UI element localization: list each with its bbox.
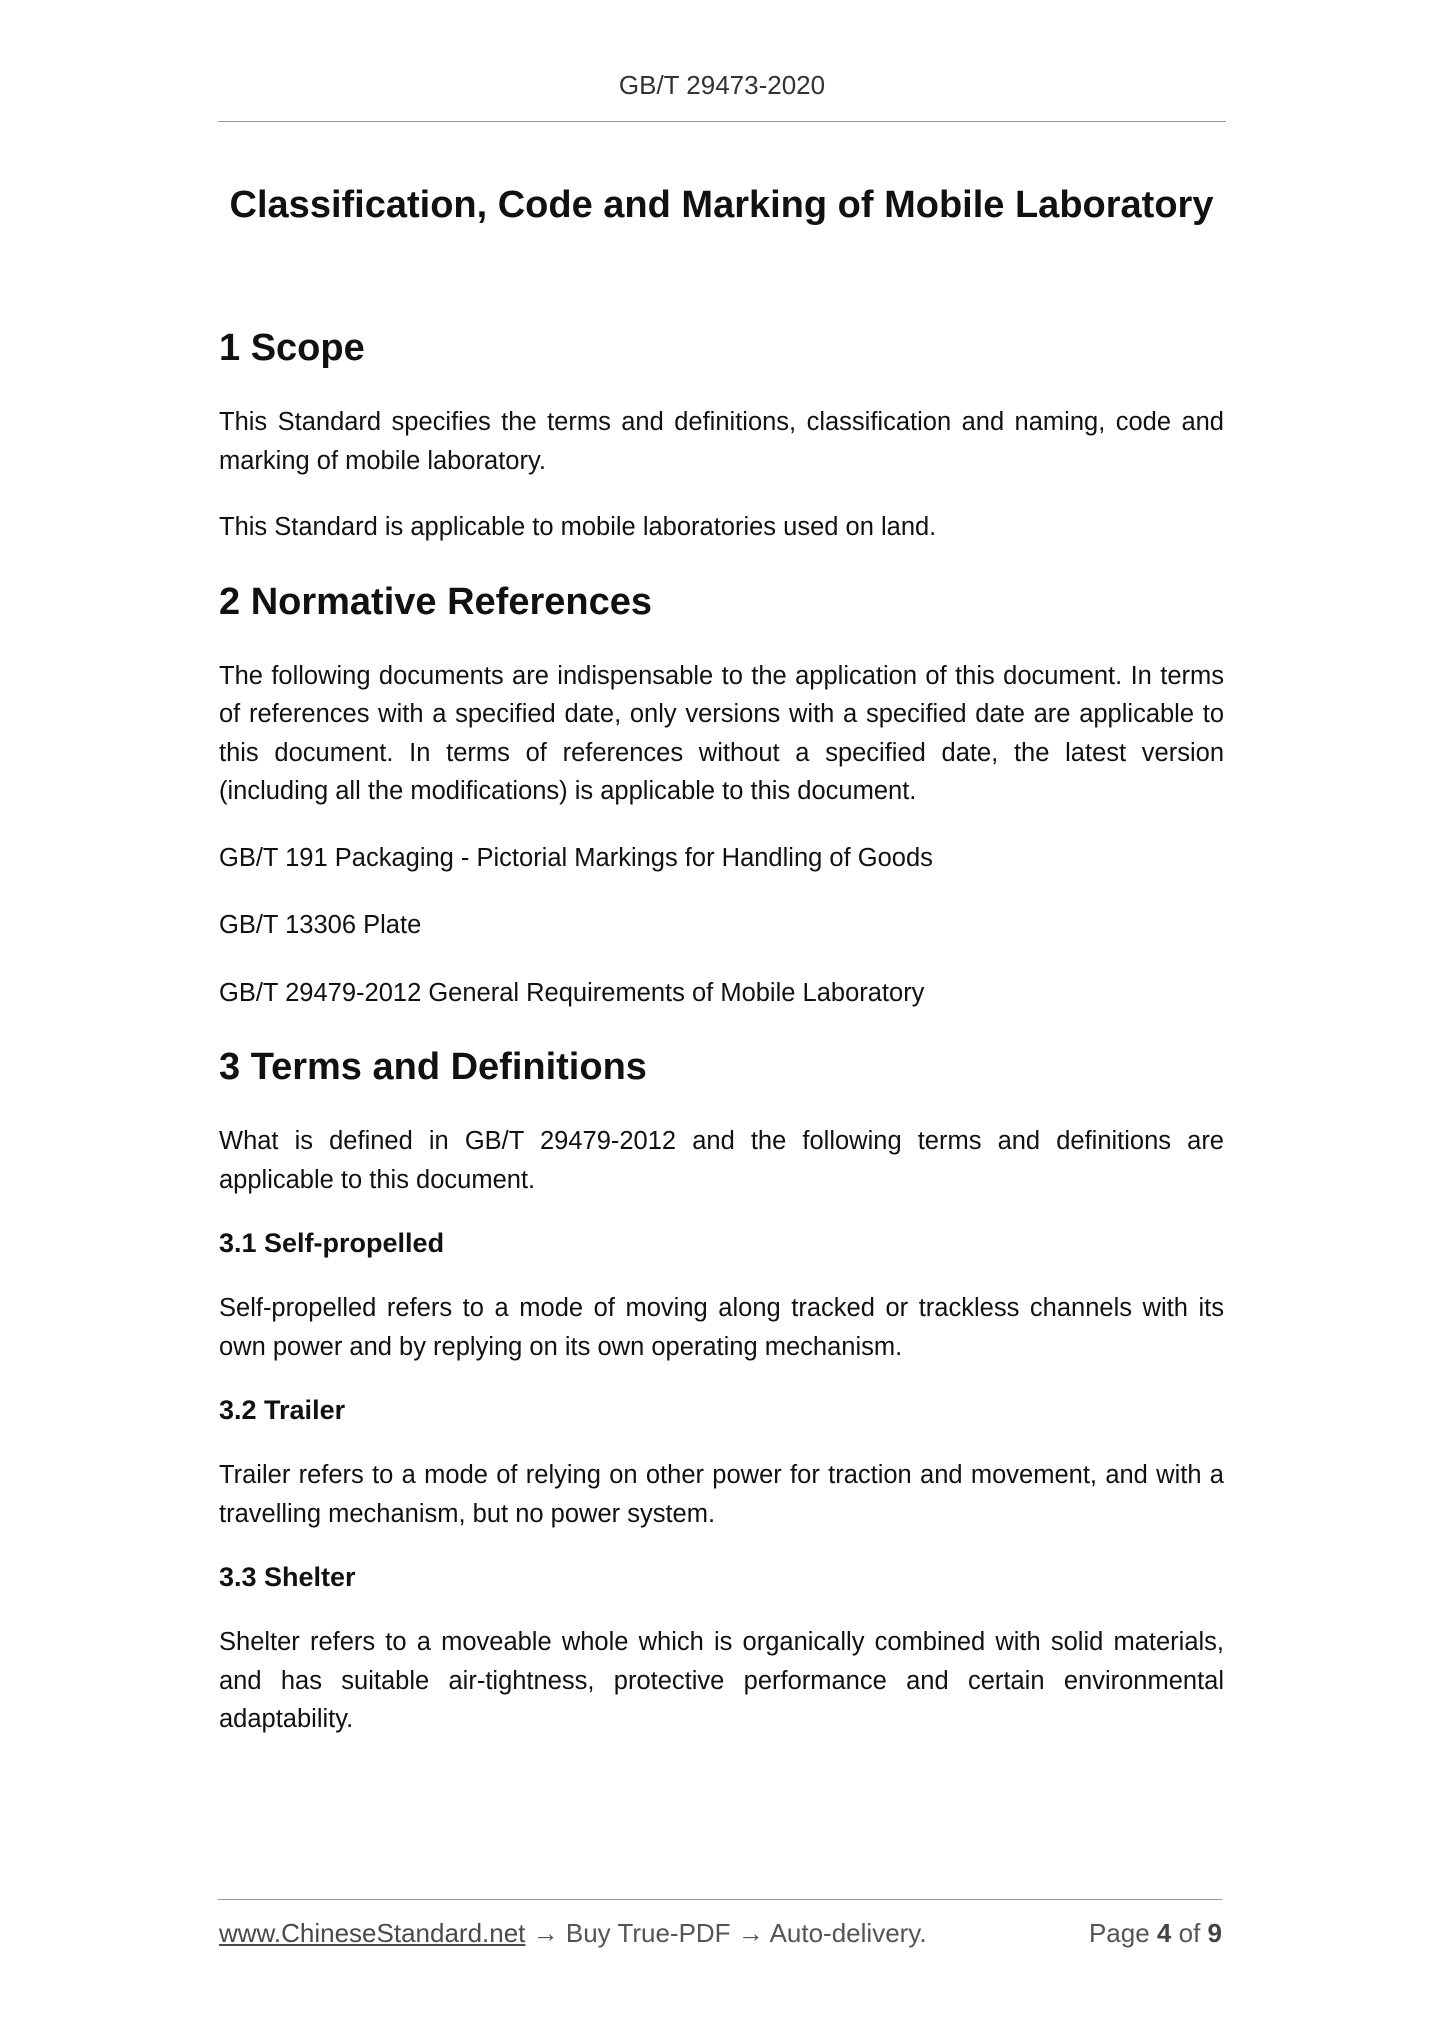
header-divider <box>218 121 1226 122</box>
footer-divider <box>218 1899 1222 1900</box>
term-heading: 3.2 Trailer <box>219 1395 346 1425</box>
page-label: Page <box>1088 1918 1150 1948</box>
page-indicator <box>1089 1918 1222 1949</box>
term-heading: 3.3 Shelter <box>219 1562 356 1592</box>
current-page-number: 4 <box>1156 1918 1172 1948</box>
running-header: GB/T 29473-2020 <box>618 70 826 100</box>
scope-paragraph-2: This Standard is applicable to mobile laboratories used on land. <box>219 513 937 541</box>
total-pages-number: 9 <box>1207 1918 1222 1948</box>
term-definition: Self-propelled refers to a mode of moving along tracked or trackless channels with its own power and by replying on its own operating mechanism. <box>219 1294 1224 1361</box>
reference-item: GB/T 13306 Plate <box>219 911 422 939</box>
term-definition: Shelter refers to a moveable whole which is organically combined with solid materials, and has suitable air-tightness, protective performance and certain environmental adaptability. <box>219 1628 1224 1733</box>
term-heading: 3.1 Self-propelled <box>219 1228 445 1258</box>
chinesestandard-link[interactable]: www.ChineseStandard.net <box>219 1918 526 1948</box>
term-definition: Trailer refers to a mode of relying on other power for traction and movement, and with a travelling mechanism, but no power system. <box>219 1461 1224 1528</box>
document-title: Classification, Code and Marking of Mobile Laboratory <box>229 184 1214 226</box>
section-3-heading: 3 Terms and Definitions <box>219 1046 647 1088</box>
normative-references-intro: The following documents are indispensable to the application of this document. In terms of references with a specified date, only versions with a specified date are applicable to this document. In terms of references without a specified date, the latest version (including all the modifications) is applicable to this document. <box>219 661 1224 805</box>
reference-item: GB/T 191 Packaging - Pictorial Markings for Handling of Goods <box>219 843 933 872</box>
section-1-heading: 1 Scope <box>219 327 365 369</box>
terms-definitions-intro: What is defined in GB/T 29479-2012 and the following terms and definitions are applicable to this document. <box>219 1127 1224 1194</box>
reference-item: GB/T 29479-2012 General Requirements of Mobile Laboratory <box>219 978 925 1007</box>
scope-paragraph-1: This Standard specifies the terms and definitions, classification and naming, code and marking of mobile laboratory. <box>219 408 1224 475</box>
of-label: of <box>1178 1918 1201 1948</box>
section-2-heading: 2 Normative References <box>219 580 652 623</box>
document-body <box>219 172 1224 1739</box>
footer-promo-text: → Buy True-PDF → Auto-delivery. <box>525 1918 927 1948</box>
footer-promo <box>219 1918 927 1949</box>
